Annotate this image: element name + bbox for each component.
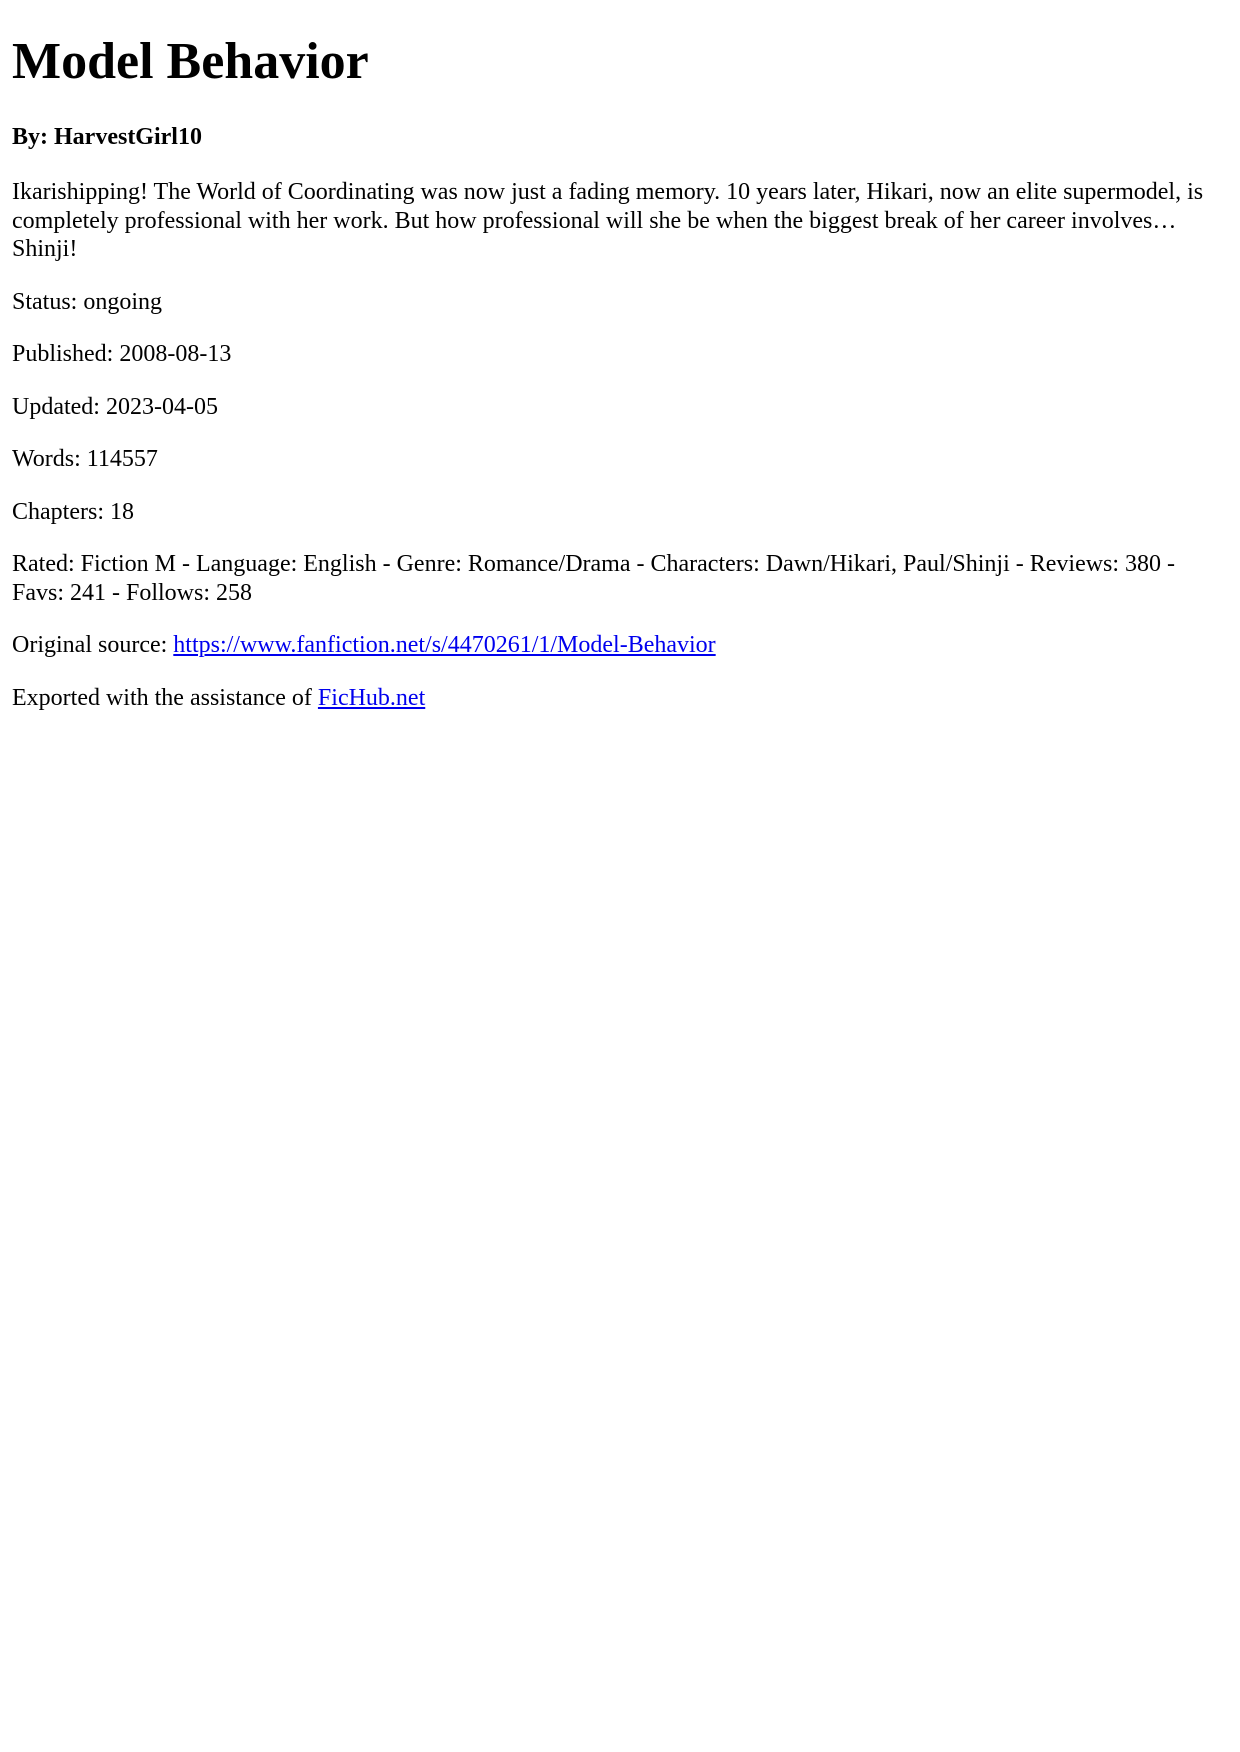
word-count: Words: 114557 [12, 446, 158, 472]
chapter-count: Chapters: 18 [12, 498, 134, 525]
export-credit [12, 660, 1228, 713]
story-summary: Ikarishipping! The World of Coordinating was now just a fading memory. 10 years later, Hikari, now an elite supermodel, is completely professional with her work. But how professional will she be when the biggest break of her career involves… Shinji! [12, 179, 1204, 262]
story-details: Rated: Fiction M - Language: English - Genre: Romance/Drama - Characters: Dawn/Hikari, Paul/Shinji - Reviews: 380 - Favs: 241 - Follows: 258 [12, 551, 1176, 606]
fichub-link[interactable]: FicHub.net [317, 684, 426, 711]
document-page [0, 0, 1240, 712]
export-credit-label: Exported with the assistance of [12, 684, 318, 711]
original-source [12, 607, 1228, 660]
story-title: Model Behavior [12, 33, 369, 90]
author-byline: By: HarvestGirl10 [12, 124, 202, 150]
original-source-label: Original source: [12, 632, 174, 658]
story-status: Status: ongoing [12, 288, 163, 315]
published-date: Published: 2008-08-13 [12, 341, 232, 367]
updated-date: Updated: 2023-04-05 [12, 393, 218, 420]
original-source-link[interactable]: https://www.fanfiction.net/s/4470261/1/Model-Behavior [173, 632, 716, 658]
